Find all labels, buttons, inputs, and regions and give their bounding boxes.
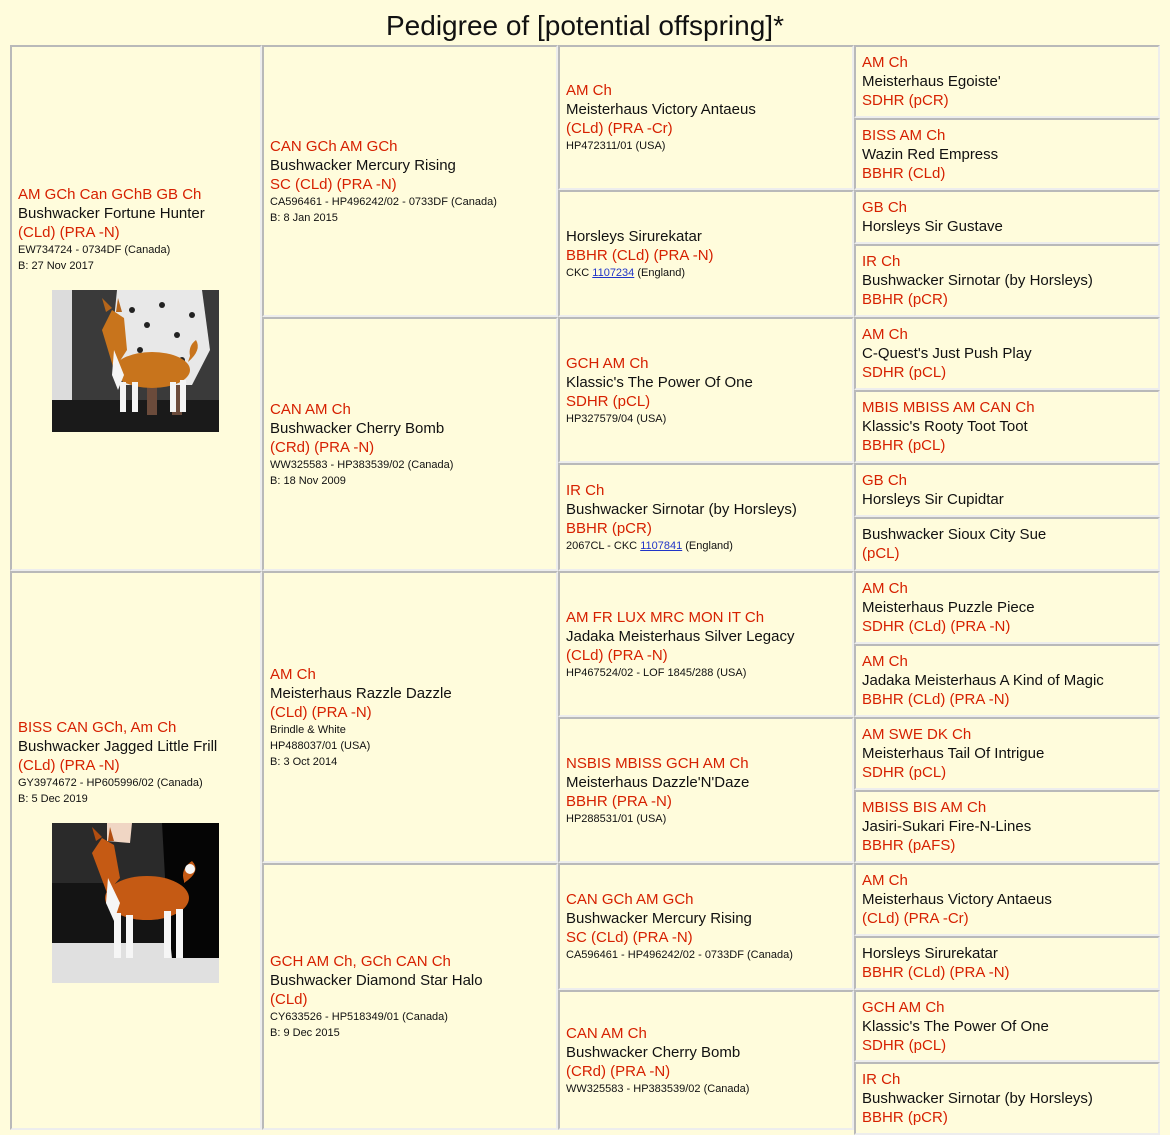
dog-title: CAN AM Ch [566, 1024, 647, 1042]
g4-cell [854, 1062, 1160, 1135]
dog-title: CAN GCh AM GCh [566, 891, 694, 908]
health-status: SC (CLd) (PRA -N) [566, 929, 693, 946]
registry-link[interactable]: 1107841 [640, 539, 683, 552]
dog-name: Jadaka Meisterhaus A Kind of Magic [862, 672, 1104, 689]
registration-prefix: CKC [566, 266, 593, 279]
registration-suffix: (England) [634, 266, 686, 279]
registration: HP467524/02 - LOF 1845/288 (USA) [566, 666, 747, 679]
registration: HP472311/01 (USA) [566, 140, 666, 152]
dog-title: AM Ch [566, 82, 612, 99]
registration: HP488037/01 (USA) [270, 739, 371, 752]
g4-cell [854, 463, 1160, 517]
health-status: BBHR (CLd) [862, 164, 946, 182]
registration: HP288531/01 (USA) [566, 812, 667, 825]
registration: CA596461 - HP496242/02 - 0733DF (Canada) [566, 949, 793, 961]
registration: GY3974672 - HP605996/02 (Canada) [18, 777, 203, 789]
g2-cell [262, 863, 558, 1130]
health-status: SDHR (pCL) [862, 364, 947, 381]
g3-cell [558, 863, 854, 990]
dog-title: AM SWE DK Ch [862, 726, 972, 743]
dog-title: CAN AM Ch [270, 400, 351, 418]
dog-name: Jadaka Meisterhaus Silver Legacy [566, 627, 795, 645]
registration [566, 265, 846, 281]
dog-name: Horsleys Sirurekatar [566, 227, 702, 245]
health-status: BBHR (CLd) (PRA -N) [862, 691, 1010, 708]
dog-title: IR Ch [566, 481, 605, 499]
registration: EW734724 - 0734DF (Canada) [18, 243, 171, 256]
pedigree-table [10, 45, 1160, 1130]
health-status: (CLd) [270, 991, 308, 1008]
dog-title: AM Ch [862, 580, 908, 597]
g4-cell [854, 717, 1160, 790]
dam-cell [10, 571, 262, 1130]
health-status: (CLd) (PRA -N) [18, 757, 120, 774]
registration: CY633526 - HP518349/01 (Canada) [270, 1011, 448, 1023]
health-status: SDHR (pCL) [862, 764, 947, 781]
dog-name: Klassic's The Power Of One [566, 373, 753, 391]
dog-name: Bushwacker Sirnotar (by Horsleys) [862, 1090, 1093, 1107]
dog-title: AM Ch [862, 54, 908, 71]
registry-link[interactable]: 1107234 [592, 266, 635, 279]
basenji-red-white-photo [52, 823, 219, 983]
dog-name: Meisterhaus Tail Of Intrigue [862, 745, 1045, 762]
sire-photo[interactable] [52, 290, 219, 432]
dog-name: Bushwacker Mercury Rising [566, 910, 752, 927]
g2-cell [262, 45, 558, 317]
health-status: BBHR (pAFS) [862, 837, 956, 854]
g4-cell [854, 317, 1160, 390]
g4-cell [854, 118, 1160, 190]
g4-cell [854, 390, 1160, 463]
registration: CA596461 - HP496242/02 - 0733DF (Canada) [270, 195, 497, 208]
health-status: SDHR (pCL) [862, 1036, 947, 1054]
dog-name: Meisterhaus Razzle Dazzle [270, 684, 452, 702]
dog-title: GCH AM Ch, GCh CAN Ch [270, 953, 451, 970]
dog-name: Horsleys Sirurekatar [862, 945, 998, 962]
birth-date: B: 3 Oct 2014 [270, 755, 338, 768]
g3-cell [558, 317, 854, 463]
coat-color: Brindle & White [270, 723, 346, 736]
dog-name: Bushwacker Mercury Rising [270, 156, 456, 174]
dog-title: AM FR LUX MRC MON IT Ch [566, 608, 765, 626]
g3-cell [558, 463, 854, 571]
health-status: BBHR (pCR) [566, 519, 652, 537]
g4-cell [854, 863, 1160, 936]
dog-title: AM Ch [270, 665, 316, 683]
dog-name: Meisterhaus Victory Antaeus [862, 891, 1052, 908]
dog-title: AM Ch [862, 872, 908, 889]
dog-title: GCH AM Ch [566, 354, 649, 372]
g3-cell [558, 45, 854, 190]
g3-cell [558, 571, 854, 717]
dam-photo[interactable] [52, 823, 219, 983]
dog-title: IR Ch [862, 1071, 901, 1088]
birth-date: B: 18 Nov 2009 [270, 474, 346, 487]
dog-name: Bushwacker Jagged Little Frill [18, 738, 218, 755]
birth-date: B: 8 Jan 2015 [270, 211, 338, 224]
registration-prefix: 2067CL - CKC [566, 539, 641, 552]
health-status: BBHR (pCR) [862, 291, 948, 308]
g3-cell [558, 190, 854, 317]
dog-name: Klassic's Rooty Toot Toot [862, 418, 1028, 435]
g4-cell [854, 45, 1160, 118]
dog-name: Bushwacker Fortune Hunter [18, 204, 205, 222]
g3-cell [558, 717, 854, 863]
dog-title: GB Ch [862, 472, 908, 489]
dog-title: NSBIS MBISS GCH AM Ch [566, 754, 749, 772]
health-status: (CLd) (PRA -N) [270, 703, 372, 721]
g4-cell [854, 644, 1160, 717]
g4-cell [854, 244, 1160, 317]
dog-title: MBIS MBISS AM CAN Ch [862, 399, 1035, 416]
health-status: (pCL) [862, 545, 900, 562]
dog-title: MBISS BIS AM Ch [862, 799, 987, 816]
dog-title: GB Ch [862, 199, 908, 216]
birth-date: B: 27 Nov 2017 [18, 259, 94, 272]
dog-title: BISS AM Ch [862, 126, 946, 144]
health-status: (CLd) (PRA -N) [566, 646, 668, 664]
health-status: (CLd) (PRA -Cr) [566, 120, 673, 137]
registration: WW325583 - HP383539/02 (Canada) [566, 1082, 750, 1095]
registration: WW325583 - HP383539/02 (Canada) [270, 458, 454, 471]
dog-name: Horsleys Sir Cupidtar [862, 491, 1004, 508]
sire-cell [10, 45, 262, 571]
health-status: (CLd) (PRA -N) [18, 223, 120, 241]
dog-title: CAN GCh AM GCh [270, 137, 398, 155]
dog-title: GCH AM Ch [862, 998, 945, 1016]
health-status: BBHR (pCR) [862, 1109, 948, 1126]
registration-suffix: (England) [682, 539, 733, 552]
dog-name: Jasiri-Sukari Fire-N-Lines [862, 818, 1032, 835]
dog-name: Bushwacker Cherry Bomb [566, 1043, 741, 1061]
health-status: (CLd) (PRA -Cr) [862, 910, 969, 927]
health-status: BBHR (pCL) [862, 437, 946, 454]
dog-name: Bushwacker Cherry Bomb [270, 419, 445, 437]
registration [566, 538, 846, 554]
page-title: Pedigree of [potential offspring]* [386, 10, 784, 41]
dog-title: IR Ch [862, 253, 901, 270]
dog-name: Bushwacker Sioux City Sue [862, 526, 1047, 543]
birth-date: B: 5 Dec 2019 [18, 793, 88, 805]
dog-name: Meisterhaus Dazzle'N'Daze [566, 773, 750, 791]
dog-name: Meisterhaus Puzzle Piece [862, 599, 1035, 616]
dog-title: AM Ch [862, 653, 908, 670]
health-status: SDHR (pCR) [862, 92, 949, 109]
dog-name: Meisterhaus Victory Antaeus [566, 101, 756, 118]
g4-cell [854, 517, 1160, 571]
health-status: SDHR (CLd) (PRA -N) [862, 618, 1011, 635]
dog-name: Horsleys Sir Gustave [862, 218, 1003, 235]
health-status: BBHR (CLd) (PRA -N) [566, 246, 714, 264]
dog-title: AM Ch [862, 326, 908, 343]
g4-cell [854, 790, 1160, 863]
dog-name: Meisterhaus Egoiste' [862, 73, 1001, 90]
health-status: (CRd) (PRA -N) [270, 438, 375, 456]
g4-cell [854, 571, 1160, 644]
dog-name: Klassic's The Power Of One [862, 1017, 1049, 1035]
dog-name: Bushwacker Sirnotar (by Horsleys) [566, 500, 797, 518]
g3-cell [558, 990, 854, 1130]
health-status: BBHR (PRA -N) [566, 792, 672, 810]
registration: HP327579/04 (USA) [566, 412, 667, 425]
dog-title: AM GCh Can GChB GB Ch [18, 185, 202, 203]
health-status: BBHR (CLd) (PRA -N) [862, 964, 1010, 981]
g4-cell [854, 190, 1160, 244]
dog-title: BISS CAN GCh, Am Ch [18, 719, 177, 736]
health-status: (CRd) (PRA -N) [566, 1062, 671, 1080]
dog-name: Wazin Red Empress [862, 145, 999, 163]
dog-name: Bushwacker Diamond Star Halo [270, 972, 483, 989]
g4-cell [854, 990, 1160, 1062]
health-status: SDHR (pCL) [566, 392, 651, 410]
basenji-red-white-photo [52, 290, 219, 432]
health-status: SC (CLd) (PRA -N) [270, 175, 397, 193]
g2-cell [262, 317, 558, 571]
g4-cell [854, 936, 1160, 990]
birth-date: B: 9 Dec 2015 [270, 1027, 340, 1039]
g2-cell [262, 571, 558, 863]
dog-name: C-Quest's Just Push Play [862, 345, 1032, 362]
dog-name: Bushwacker Sirnotar (by Horsleys) [862, 272, 1093, 289]
